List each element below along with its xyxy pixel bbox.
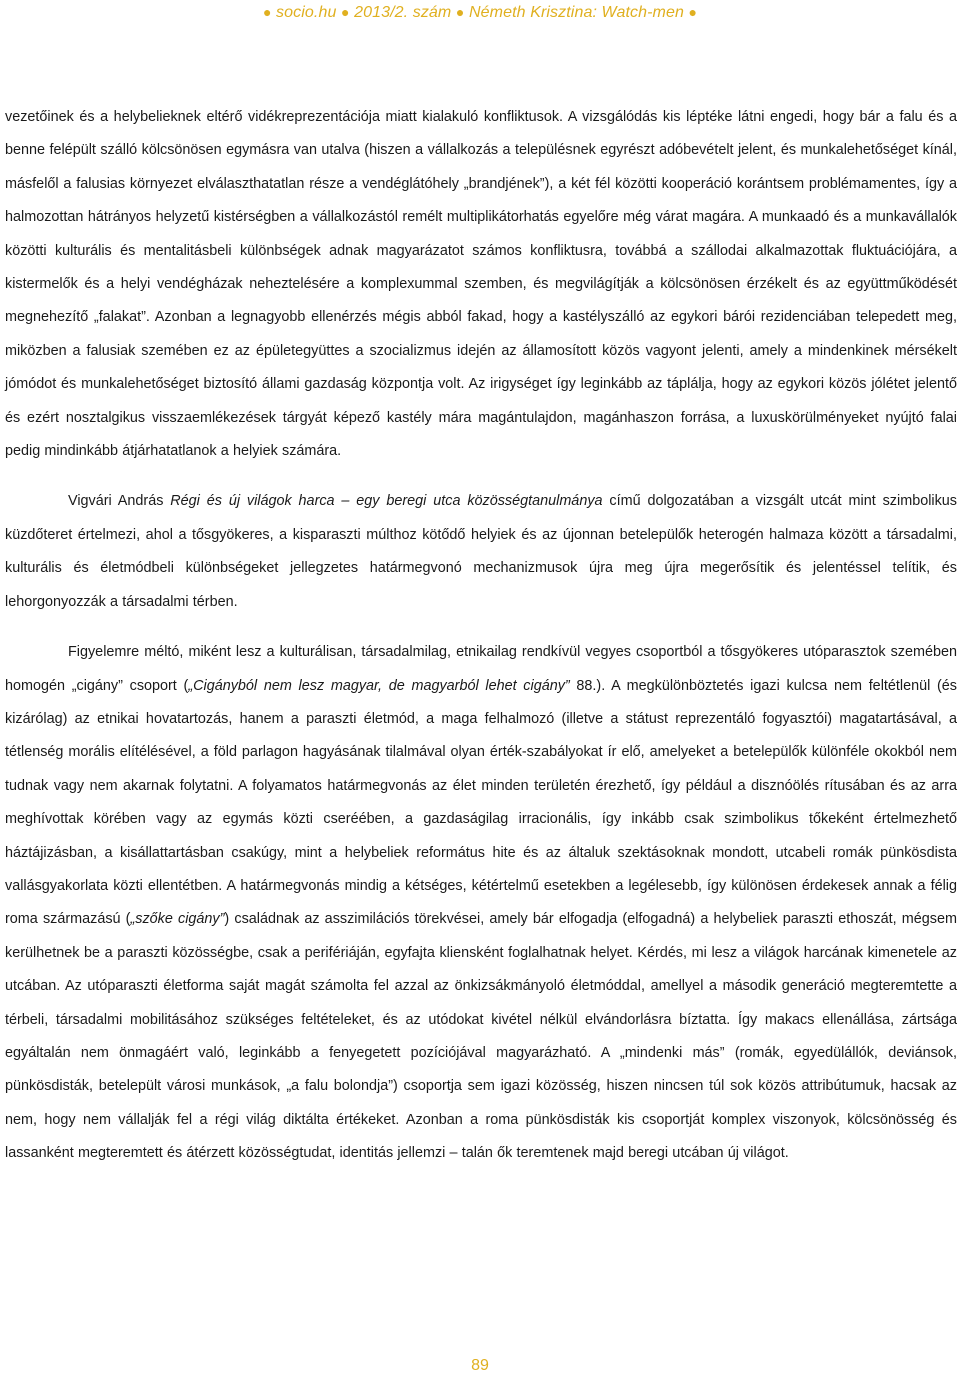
running-header (0, 4, 960, 22)
italic-text: „szőke cigány” (130, 911, 225, 928)
paragraph-p1 (5, 101, 957, 468)
header-site[interactable]: socio.hu (276, 4, 337, 21)
italic-text: Régi és új világok harca – egy beregi utca közösségtanulmánya (170, 493, 603, 510)
bullet-icon: ● (341, 4, 350, 20)
paragraph-text: című dolgozatában a vizsgált utcát mint szimbolikus küzdőteret értelmezi, ahol a tősgyökeres, a kisparaszti múlthoz kötődő helyiek és az újonnan betelepülők heterogén halmaza között a társadalmi, kulturális és életmódbeli különbségeket jellegzetes határmegvonó mechanizmusok újra meg újra megerősítik és jelentéssel telítik, és lehorgonyozzák a társadalmi térben. (5, 493, 957, 610)
paragraph-text: ) családnak az asszimilációs törekvései, amely bár elfogadja (elfogadná) a helybeliek paraszti ethoszát, mégsem kerülhetnek be a paraszti közösségbe, csak a perifériáján, egyfajta kliensként foglalhatnak helyet. Kérdés, mi lesz a világok harcának kimenetele az utcában. Az utóparaszti életforma saját magát számolta fel azzal az önkizsákmányoló életmóddal, amellyel a második generáció megteremtette a térbeli, társadalmi mobilitásához szükséges feltételeket, és az utódokat kivétel nélkül elvándorlásra bíztatta. Így makacs ellenállása, zártsága egyáltalán nem önmagáért való, leginkább a fenyegetett pozíciójával magyarázható. A „mindenki más” (romák, egyedülállók, deviánsok, pünkösdisták, betelepült városi munkások, „a falu bolondja”) csoportja sem igazi közösség, hiszen nincsen túl sok közös attribútumuk, hacsak az nem, hogy nem vállalják fel a régi világ diktálta értékeket. Azonban a roma pünkösdisták kis csoportját komplex viszonyok, kölcsönösség és lassanként megteremtett és átérzett közösségtudat, identitás jellemzi – talán ők teremtenek majd beregi utcában új világot. (5, 911, 957, 1162)
article-body (5, 101, 957, 1171)
page-number: 89 (471, 1357, 489, 1374)
bullet-icon: ● (688, 4, 698, 20)
paragraph-text: vezetőinek és a helybelieknek eltérő vidékreprezentációja miatt kialakuló konfliktusok. A vizsgálódás kis léptéke látni engedi, hogy bár a falu és a benne felépült szálló kölcsönösen egymásra van utalva (hiszen a vállalkozás a településnek egyrészt adóbevételt jelent, és munkalehetőséget kínál, másfelől a falusias környezet elválaszthatatlan része a vendéglátóhely „brandjének”), a két fél közötti kooperáció korántsem problémamentes, így a halmozottan hátrányos helyzetű kistérségben a vállalkozástól remélt multiplikátorhatás egyelőre még várat magára. A munkaadó és a munkavállalók közötti kulturális és mentalitásbeli különbségek adnak magyarázatot számos konfliktusra, továbbá a szállodai alkalmazottak fluktuációjára, a kistermelők és a helyi vendégházak neheztelésére a komplexummal szemben, és megvilágítják a kölcsönösen érzékelt és az együttműködését megnehezítő „falakat”. Azonban a legnagyobb ellenérzés mégis abból fakad, hogy a kastélyszálló az egykori bárói rezidenciában telepedett meg, miközben a falusiak szemében ez az épületegyüttes a szocializmus idején az államosított közös vagyont jelenti, amely a mindenkinek mérsékelt jómódot és munkalehetőséget biztosító állami gazdaság központja volt. Az irigységet így leginkább az táplálja, hogy az egykori közös jólétet jelentő és ezért nosztalgikus visszaemlékezések tárgyát képező kastély mára magántulajdon, magánhaszon forrása, a luxuskörülményeket nyújtó falai pedig mindinkább átjárhatatlanok a helyiek számára. (5, 109, 957, 460)
italic-text: „Cigányból nem lesz magyar, de magyarból lehet cigány” (188, 677, 570, 694)
header-article: Németh Krisztina: Watch-men (469, 4, 684, 21)
paragraph-text: Figyelemre méltó, miként lesz a kulturálisan, társadalmilag, etnikailag rendkívül vegyes csoportból a tősgyökeres utóparasztok szemében homogén „cigány” csoport ( (5, 644, 957, 694)
header-issue: 2013/2. szám (354, 4, 452, 21)
bullet-icon: ● (455, 4, 465, 20)
paragraph-text: Vigvári András (68, 493, 171, 510)
paragraph-p2 (5, 485, 957, 619)
paragraph-p3 (5, 636, 957, 1171)
bullet-icon: ● (262, 4, 272, 20)
paragraph-text: 88.). A megkülönböztetés igazi kulcsa nem feltétlenül (és kizárólag) az etnikai hovatartozás, hanem a paraszti életmód, a maga felhalmozó (illetve a státust reprezentáló fogyasztói) magatartásával, a tétlenség morális elítélésével, a föld parlagon hagyásának tilalmával olyan érték-szabályokat ír elő, amelyeket a betelepülők különféle okokból nem tudnak vagy nem akarnak folytatni. A folyamatos határmegvonás az élet minden területén érezhető, így például a disznóölés rítusában és az arra meghívottak körében vagy az egymás közti cseréében, a gazdaságilag irracionális, így inkább csak szimbolikus tőkeként értelmezhető háztájizásban, a kisállattartásban csakúgy, mint a helybeliek református hite és az általuk szektásoknak mondott, utcabeli romák pünkösdista vallásgyakorlata közti ellentétben. A határmegvonás mindig a kétséges, kétértelmű esetekben a legélesebb, így különösen érdekesek annak a félig roma származású ( (5, 677, 957, 928)
